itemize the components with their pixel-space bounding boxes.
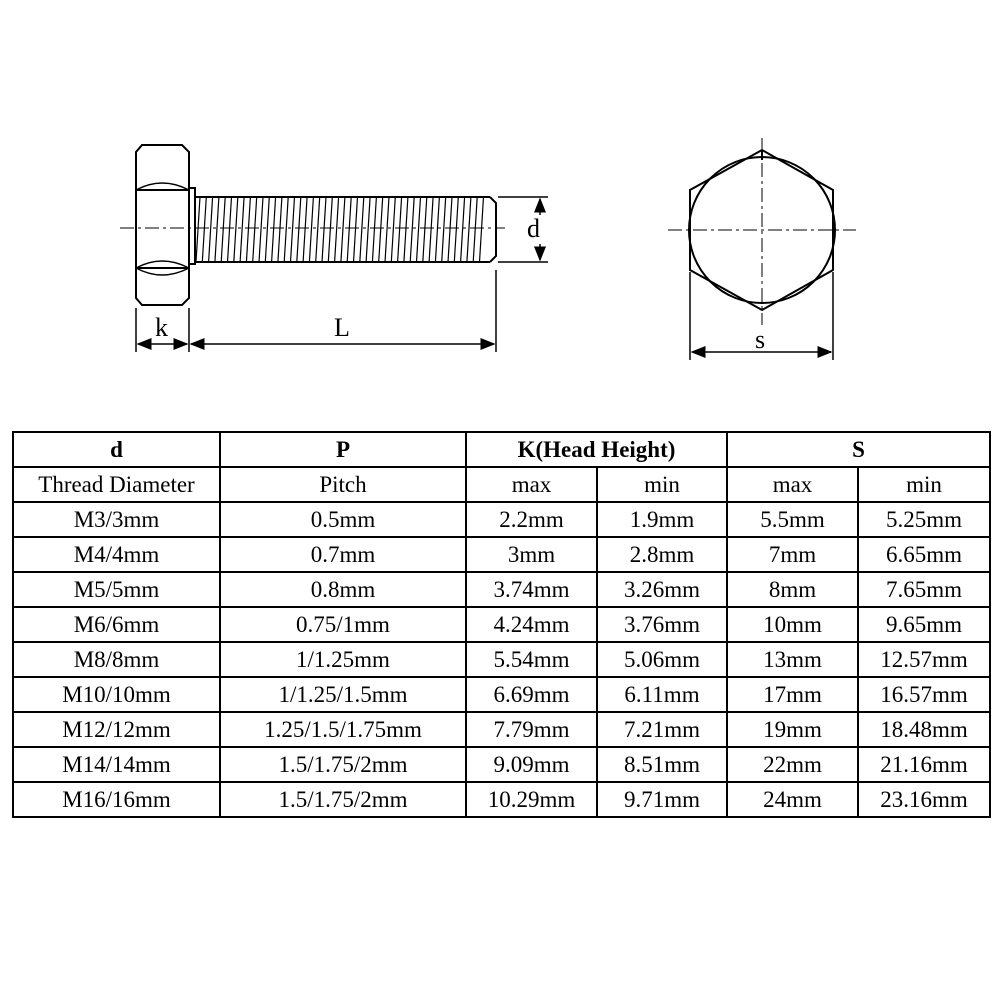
table-cell: 16.57mm <box>858 677 990 712</box>
table-cell: 0.8mm <box>220 572 466 607</box>
table-cell: 9.65mm <box>858 607 990 642</box>
table-cell: M14/14mm <box>13 747 220 782</box>
table-cell: M4/4mm <box>13 537 220 572</box>
thread-line <box>265 197 269 262</box>
table-row <box>13 607 990 642</box>
table-cell: 7mm <box>727 537 858 572</box>
table-row <box>13 642 990 677</box>
label-s: s <box>755 325 766 354</box>
thread-line <box>291 197 295 262</box>
thread-line <box>461 197 465 262</box>
table-cell: 10.29mm <box>466 782 597 817</box>
thread-line <box>448 197 452 262</box>
thread-line <box>391 197 395 262</box>
table-cell: 10mm <box>727 607 858 642</box>
table-cell: 6.11mm <box>597 677 727 712</box>
thread-line <box>297 197 301 262</box>
thread-line <box>404 197 408 262</box>
thread-line <box>429 197 433 262</box>
table-cell: 7.65mm <box>858 572 990 607</box>
table-row <box>13 712 990 747</box>
thread-line <box>341 197 345 262</box>
table-row <box>13 502 990 537</box>
subheader-cell: max <box>727 467 858 502</box>
table-row <box>13 677 990 712</box>
header-p: P <box>220 432 466 467</box>
thread-line <box>322 197 326 262</box>
thread-line <box>259 197 263 262</box>
table-row <box>13 782 990 817</box>
thread-line <box>328 197 332 262</box>
thread-line <box>347 197 351 262</box>
bolt-thread <box>195 197 496 262</box>
bolt-washer-face <box>189 188 195 264</box>
thread-line <box>473 197 477 262</box>
table-cell: 3.74mm <box>466 572 597 607</box>
table-cell: M10/10mm <box>13 677 220 712</box>
thread-line <box>215 197 219 262</box>
subheader-cell: min <box>858 467 990 502</box>
table-cell: M5/5mm <box>13 572 220 607</box>
bolt-technical-drawing <box>0 0 1000 420</box>
table-subheader-row <box>13 467 990 502</box>
thread-line <box>379 197 383 262</box>
table-cell: 17mm <box>727 677 858 712</box>
thread-line <box>309 197 313 262</box>
thread-line <box>354 197 358 262</box>
thread-line <box>202 197 206 262</box>
thread-line <box>335 197 339 262</box>
table-cell: 1.25/1.5/1.75mm <box>220 712 466 747</box>
thread-line <box>480 197 484 262</box>
label-d: d <box>527 214 540 243</box>
table-cell: 19mm <box>727 712 858 747</box>
header-d: d <box>13 432 220 467</box>
table-cell: 1/1.25/1.5mm <box>220 677 466 712</box>
thread-line <box>360 197 364 262</box>
thread-line <box>410 197 414 262</box>
table-cell: M3/3mm <box>13 502 220 537</box>
table-cell: 21.16mm <box>858 747 990 782</box>
thread-line <box>272 197 276 262</box>
thread-line <box>316 197 320 262</box>
table-cell: M16/16mm <box>13 782 220 817</box>
table-cell: 1.5/1.75/2mm <box>220 747 466 782</box>
thread-line <box>442 197 446 262</box>
table-row <box>13 747 990 782</box>
bolt-spec-table <box>12 431 991 818</box>
table-cell: 5.25mm <box>858 502 990 537</box>
thread-line <box>366 197 370 262</box>
thread-line <box>435 197 439 262</box>
table-cell: 1.9mm <box>597 502 727 537</box>
table-cell: 3.76mm <box>597 607 727 642</box>
table-cell: 5.5mm <box>727 502 858 537</box>
table-cell: 24mm <box>727 782 858 817</box>
dimension-d <box>498 197 548 262</box>
thread-line <box>417 197 421 262</box>
table-cell: 2.8mm <box>597 537 727 572</box>
thread-line <box>372 197 376 262</box>
thread-line <box>303 197 307 262</box>
label-k: k <box>155 313 168 342</box>
thread-line <box>253 197 257 262</box>
table-cell: M6/6mm <box>13 607 220 642</box>
table-cell: 8.51mm <box>597 747 727 782</box>
thread-line <box>246 197 250 262</box>
table-cell: 5.54mm <box>466 642 597 677</box>
table-cell: 9.71mm <box>597 782 727 817</box>
thread-line <box>284 197 288 262</box>
table-cell: 2.2mm <box>466 502 597 537</box>
table-cell: 7.21mm <box>597 712 727 747</box>
thread-line <box>209 197 213 262</box>
subheader-cell: max <box>466 467 597 502</box>
thread-line <box>234 197 238 262</box>
table-cell: 0.5mm <box>220 502 466 537</box>
table-cell: 0.75/1mm <box>220 607 466 642</box>
table-cell: 18.48mm <box>858 712 990 747</box>
thread-line <box>385 197 389 262</box>
table-cell: 22mm <box>727 747 858 782</box>
thread-line <box>278 197 282 262</box>
thread-line <box>240 197 244 262</box>
table-cell: 23.16mm <box>858 782 990 817</box>
table-cell: 9.09mm <box>466 747 597 782</box>
table-row <box>13 572 990 607</box>
header-s: S <box>727 432 990 467</box>
table-cell: 0.7mm <box>220 537 466 572</box>
table-cell: 4.24mm <box>466 607 597 642</box>
table-cell: 7.79mm <box>466 712 597 747</box>
thread-line <box>221 197 225 262</box>
subheader-cell: Pitch <box>220 467 466 502</box>
table-cell: M8/8mm <box>13 642 220 677</box>
table-cell: 13mm <box>727 642 858 677</box>
header-k: K(Head Height) <box>466 432 727 467</box>
bolt-head-side <box>136 145 189 305</box>
subheader-cell: min <box>597 467 727 502</box>
table-cell: 6.65mm <box>858 537 990 572</box>
thread-line <box>398 197 402 262</box>
table-cell: 5.06mm <box>597 642 727 677</box>
table-cell: 3mm <box>466 537 597 572</box>
thread-line <box>423 197 427 262</box>
subheader-cell: Thread Diameter <box>13 467 220 502</box>
table-header-row <box>13 432 990 467</box>
label-L: L <box>334 313 350 342</box>
table-cell: 3.26mm <box>597 572 727 607</box>
table-cell: M12/12mm <box>13 712 220 747</box>
table-cell: 1/1.25mm <box>220 642 466 677</box>
thread-line <box>467 197 471 262</box>
table-row <box>13 537 990 572</box>
table-cell: 6.69mm <box>466 677 597 712</box>
table-cell: 8mm <box>727 572 858 607</box>
thread-line <box>454 197 458 262</box>
thread-line <box>196 197 200 262</box>
table-cell: 12.57mm <box>858 642 990 677</box>
thread-line <box>228 197 232 262</box>
table-cell: 1.5/1.75/2mm <box>220 782 466 817</box>
